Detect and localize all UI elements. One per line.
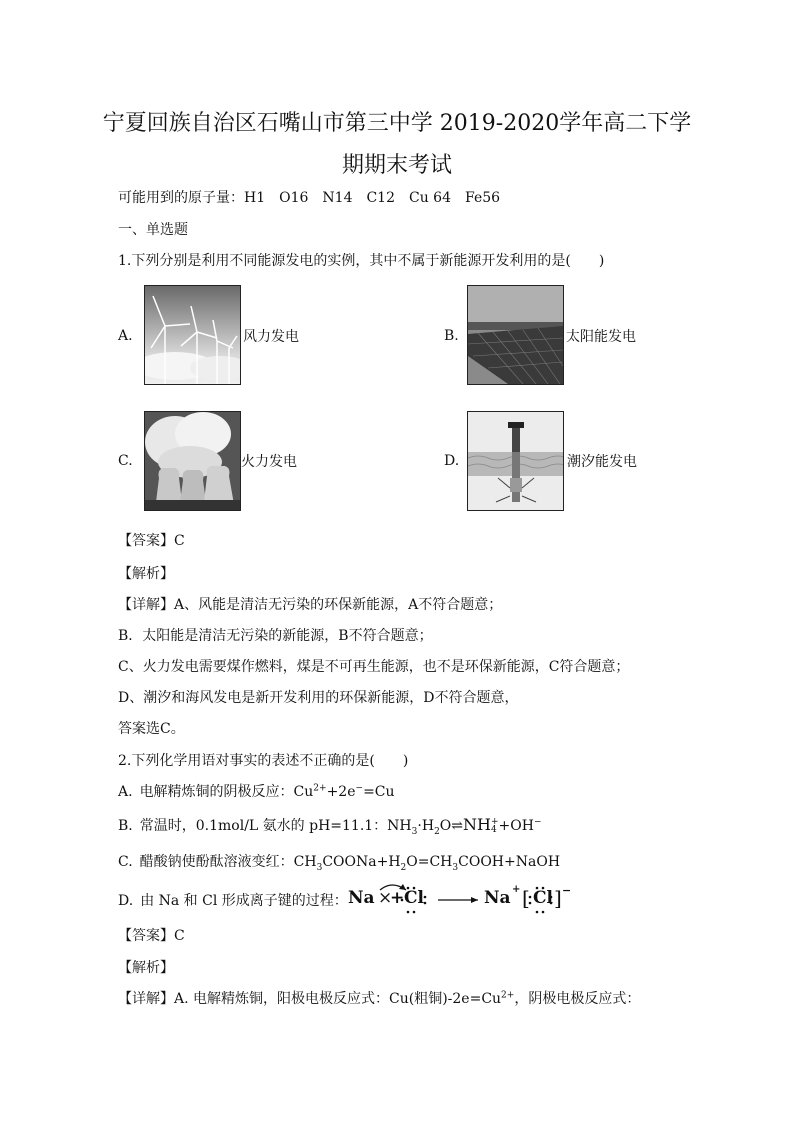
ionic-bond-diagram: Na × + Cl Na + [ Cl ] − xyxy=(346,880,576,916)
solar-panels-photo-icon xyxy=(467,285,564,385)
q2-option-c: C. 醋酸钠使酚酞溶液变红：$CH_3COONa+H_2O=CH_3COOH+NaOH$ xyxy=(118,854,561,873)
q2-option-a: A. 电解精炼铜的阴极反应：$Cu^{2+}+2e^-=Cu$ xyxy=(118,783,395,800)
page-title-line2: 期期末考试 xyxy=(341,153,452,178)
section-heading: 一、单选题 xyxy=(118,222,188,238)
atomic-masses: 可能用到的原子量：H1 O16 N14 C12 Cu 64 Fe56 xyxy=(118,190,501,206)
q2-answer: 【答案】C xyxy=(118,928,185,944)
q1-answer: 【答案】C xyxy=(118,533,185,549)
q1-option-c-letter: C. xyxy=(118,453,133,469)
q1-option-c-caption: 火力发电 xyxy=(241,454,297,470)
q2-stem: 2.下列化学用语对事实的表述不正确的是( ) xyxy=(118,753,409,769)
q1-option-d-caption: 潮汐能发电 xyxy=(567,454,637,470)
q2-option-d: D. 由 Na 和 Cl 形成离子键的过程： xyxy=(118,893,348,909)
q1-detail-line-2: B．太阳能是清洁无污染的新能源，B不符合题意； xyxy=(118,628,433,644)
q1-option-b-caption: 太阳能发电 xyxy=(566,329,636,345)
q1-detail-line-1: 【详解】A、风能是清洁无污染的环保新能源，A不符合题意； xyxy=(118,597,503,613)
cooling-towers-photo-icon xyxy=(144,411,241,511)
page-title-line1: 宁夏回族自治区石嘴山市第三中学 2019-2020学年高二下学 xyxy=(102,111,692,136)
q2-detail-line-1: 【详解】A. 电解精炼铜，阳极电极反应式：Cu(粗铜)$-2e=Cu^{2+}$，阴极电极反应式： xyxy=(118,990,641,1007)
q1-detail-line-5: 答案选C。 xyxy=(118,721,185,737)
q1-option-d-letter: D. xyxy=(444,453,460,469)
q1-option-b-letter: B. xyxy=(444,328,459,344)
ammonium-ion: NH+ 4 xyxy=(463,815,499,835)
q1-stem: 1.下列分别是利用不同能源发电的实例，其中不属于新能源开发利用的是( ) xyxy=(118,253,605,269)
q1-analysis-heading: 【解析】 xyxy=(118,566,174,582)
tidal-station-photo-icon xyxy=(467,411,564,511)
q1-detail-line-3: C、火力发电需要煤作燃料，煤是不可再生能源，也不是环保新能源，C符合题意； xyxy=(118,659,630,675)
q1-detail-line-4: D、潮汐和海风发电是新开发利用的环保新能源，D不符合题意， xyxy=(118,690,519,706)
q2-analysis-heading: 【解析】 xyxy=(118,960,174,976)
q1-option-a-letter: A. xyxy=(118,328,133,344)
q1-option-a-caption: 风力发电 xyxy=(243,329,299,345)
q2-option-b: B. 常温时，0.1mol/L 氨水的 pH=11.1：$NH_3\cdot H_2O\rightleftharpoons NH+$ 4 +OH− xyxy=(118,815,542,837)
wind-turbines-photo-icon xyxy=(144,285,241,385)
